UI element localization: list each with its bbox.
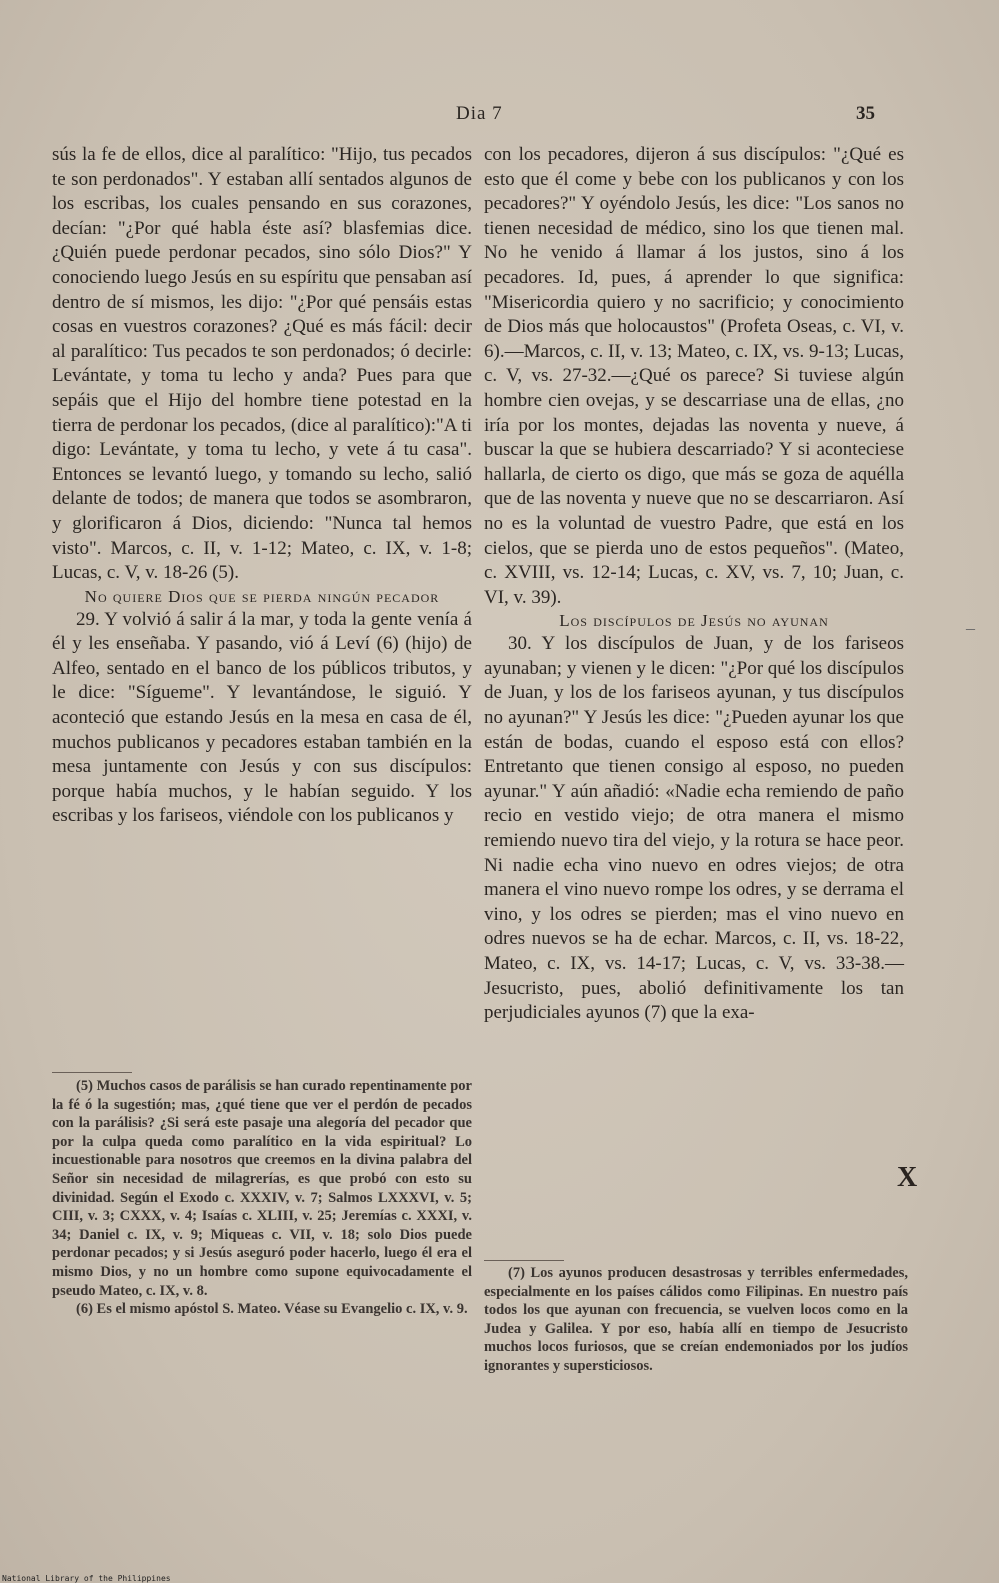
right-paragraph-1: con los pecadores, dijeron á sus discípulos: "¿Qué es esto que él come y bebe con los publicanos y con los pecadores?" Y oyéndolo Jesús, les dice: "Los sanos no tienen necesidad de médico, sino los que tienen mal. No he venido á llamar á los justos, sino á los pecadores. Id, pues, á aprender lo que significa: "Misericordia quiero y no sacrificio; y conocimiento de Dios más que holocaustos" (Profeta Oseas, c. VI, v. 6).—Marcos, c. II, v. 13; Mateo, c. IX, vs. 9-13; Lucas, c. V, vs. 27-32.—¿Qué os parece? Si tuviese algún hombre cien ovejas, y se descarriase una de ellas, ¿no iría por los montes, dejadas las noventa y nueve, á buscar la que se hubiera descarriado? Y si aconteciese hallarla, de cierto os digo, que más se goza de aquélla que de las noventa y nueve que no se descarriaron. Así no es la voluntad de vuestro Padre, que está en los cielos, que se pierda uno de estos pequeños". (Mateo, c. XVIII, vs. 12-14; Lucas, c. XV, vs. 7, 10; Juan, c. VI, v. 39). [484,144,904,608]
header-title: Dia 7 [456,103,503,124]
footnote-6: (6) Es el mismo apóstol S. Mateo. Véase su Evangelio c. IX, v. 9. [76,1301,468,1318]
left-paragraph-1: sús la fe de ellos, dice al paralítico: "Hijo, tus pecados te son perdonados". Y estaban allí sentados algunos de los escribas, los cuales pensando en sus corazones, decían: "¿Por qué habla éste así? blasfemias dice. ¿Quién puede perdonar pecados, sino sólo Dios?" Y conociendo luego Jesús en su espíritu que pensaban así dentro de sí mismos, les dijo: "¿Por qué pensáis estas cosas en vuestros corazones? ¿Qué es más fácil: decir al paralítico: Tus pecados te son perdonados; ó decirle: Levántate, y toma tu lecho y anda? Pues para que sepáis que el Hijo del hombre tiene potestad en la tierra de perdonar los pecados, (dice al paralítico):"A ti digo: Levántate, y toma tu lecho, y vete á tu casa". Entonces se levantó luego, y tomando su lecho, salió delante de todos; de manera que todos se asombraron, y glorificaron á Dios, diciendo: "Nunca tal hemos visto". Marcos, c. II, v. 1-12; Mateo, c. IX, v. 1-8; Lucas, c. V, v. 18-26 (5). [52,144,472,584]
section-heading-left: No quiere Dios que se pierda ningún pecador [84,586,440,606]
footnote-rule-right [484,1260,564,1261]
footnote-7: (7) Los ayunos producen desastrosas y terribles enfermedades, especialmente en los países cálidos como Filipinas. En nuestro país todos los que ayunan con frecuencia, se vuelven locos como en la Judea y Galilea. Y por eso, había allí en tiempo de Jesucristo muchos locos furiosos, que se creían endemoniados por los judíos ignorantes y supersticiosos. [484,1265,908,1374]
left-column [52,143,472,829]
margin-dash: – [966,618,975,638]
page-number: 35 [856,103,875,124]
running-header [0,103,999,133]
section-heading-right: Los discípulos de Jesús no ayunan [559,611,829,631]
footnotes-left [52,1077,472,1319]
library-footer: National Library of the Philippines [2,1574,171,1583]
footnote-5: (5) Muchos casos de parálisis se han curado repentinamente por la fé ó la sugestión; mas, ¿qué tiene que ver el perdón de pecados con la parálisis? ¿Si será este pasaje una alegoría del pecador que por la culpa queda como paralítico en la vida espiritual? Lo incuestionable para nosotros que creemos en la divina palabra del Señor sin necesidad de milagrerías, es que probó con esto su divinidad. Según el Exodo c. XXXIV, v. 7; Salmos LXXXVI, v. 5; CIII, v. 3; CXXX, v. 4; Isaías c. XLIII, v. 25; Jeremías c. XXXI, v. 34; Daniel c. IX, v. 9; Miqueas c. VII, v. 18; solo Dios puede perdonar pecados; y si Jesús aseguró poder hacerlo, luego él era el mismo Dios, y no un hombre como supone equivocadamente el pseudo Mateo, c. IX, v. 8. [52,1078,472,1299]
left-paragraph-2: 29. Y volvió á salir á la mar, y toda la gente venía á él y les enseñaba. Y pasando, vió á Leví (6) (hijo) de Alfeo, sentado en el banco de los públicos tributos, y le dice: "Sígueme". Y levantándose, le siguió. Y aconteció que estando Jesús en la mesa en casa de él, muchos publicanos y pecadores estaban también en la mesa juntamente con Jesús y con sus discípulos: porque había muchos, y le habían seguido. Y los escribas y los fariseos, viéndole con los publicanos y [52,608,472,827]
footnotes-right [484,1264,908,1376]
right-paragraph-2: 30. Y los discípulos de Juan, y de los fariseos ayunaban; y vienen y le dicen: "¿Por qué los discípulos de Juan, y los de los fariseos ayunan, y tus discípulos no ayunan?" Y Jesús les dice: "¿Pueden ayunar los que están de bodas, cuando el esposo está con ellos? Entretanto que tienen consigo al esposo, no pueden ayunar." Y aún añadió: «Nadie echa remiendo de paño recio en vestido viejo; de otra manera el mismo remiendo nuevo tira del viejo, y la rotura se hace peor. Ni nadie echa vino nuevo en odres viejos; de otra manera el vino nuevo rompe los odres, y se derrama el vino, y los odres se pierden; mas el vino nuevo en odres nuevos se ha de echar. Marcos, c. II, vs. 18-22, Mateo, c. IX, vs. 14-17; Lucas, c. V, vs. 33-38.—Jesucristo, pues, abolió definitivamente los tan perjudiciales ayunos (7) que la exa- [484,633,904,1024]
footnote-rule-left [52,1072,132,1073]
handwritten-x-mark: X [897,1162,918,1193]
right-column [484,143,904,1026]
